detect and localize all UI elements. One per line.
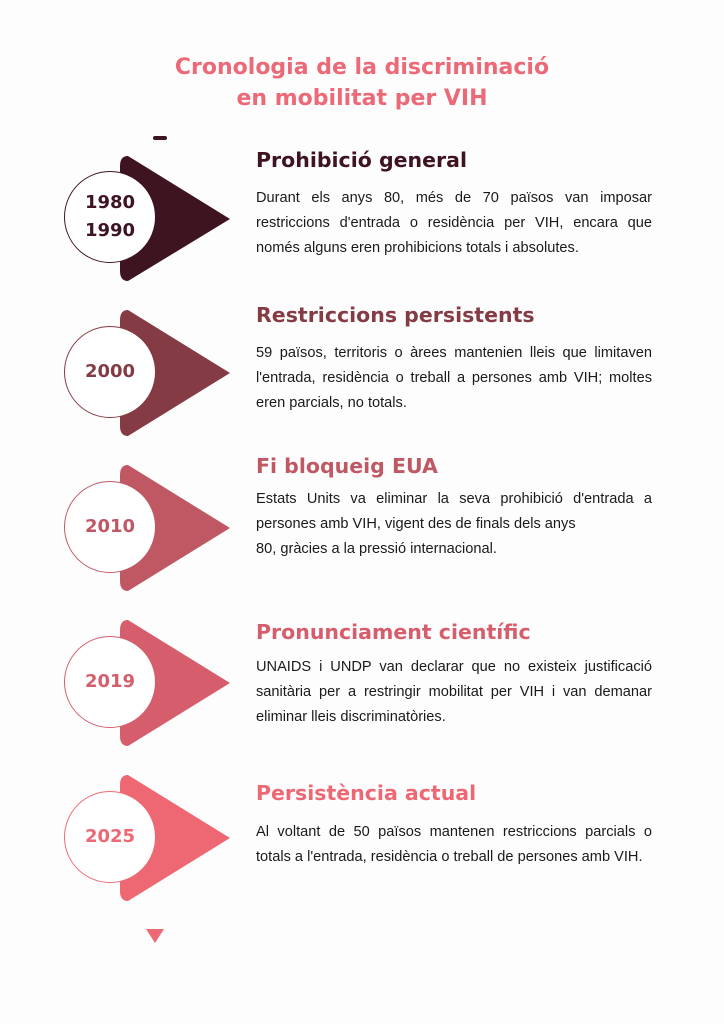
year-label: 2019 [84, 671, 136, 692]
entry-title-3: Fi bloqueig EUA [256, 454, 438, 478]
year-circle-2025 [64, 791, 156, 883]
timeline-arrowhead [146, 929, 164, 943]
year-label: 1980 [84, 192, 136, 213]
title-line-1: Cronologia de la discriminació [174, 55, 550, 80]
year-circle-1980-1990 [64, 171, 156, 263]
year-circle-2019 [64, 636, 156, 728]
year-label: 1990 [84, 220, 136, 241]
year-label: 2010 [84, 516, 136, 537]
entry-text-4: UNAIDS i UNDP van declarar que no existeix justificació sanitària per a restringir mobilitat per VIH i van demanar eliminar lleis discriminatòries. [256, 659, 652, 725]
entry-text-3-para-1: Estats Units va eliminar la seva prohibició d'entrada a persones amb VIH, vigent des de finals dels anys [256, 491, 652, 532]
entry-text-3-para-2: 80, gràcies a la pressió internacional. [256, 541, 497, 557]
entry-title-4: Pronunciament científic [256, 620, 531, 644]
year-label: 2025 [84, 826, 136, 847]
entry-text-2: 59 països, territoris o àrees mantenien lleis que limitaven l'entrada, residència o treball a persones amb VIH; moltes eren parcials, no totals. [256, 345, 652, 411]
entry-title-2: Restriccions persistents [256, 303, 535, 327]
entry-title-5: Persistència actual [256, 781, 477, 805]
entry-text-3 [256, 487, 652, 562]
year-circle-2000 [64, 326, 156, 418]
entry-text-1: Durant els anys 80, més de 70 països van imposar restriccions d'entrada o residència per VIH, encara que només alguns eren prohibicions totals i absolutes. [256, 190, 652, 256]
year-label: 2000 [84, 361, 136, 382]
year-circle-2010 [64, 481, 156, 573]
title-line-2: en mobilitat per VIH [236, 86, 488, 111]
entry-title-1: Prohibició general [256, 148, 467, 172]
entry-text-5: Al voltant de 50 països mantenen restriccions parcials o totals a l'entrada, residència o treball de persones amb VIH. [256, 824, 652, 865]
